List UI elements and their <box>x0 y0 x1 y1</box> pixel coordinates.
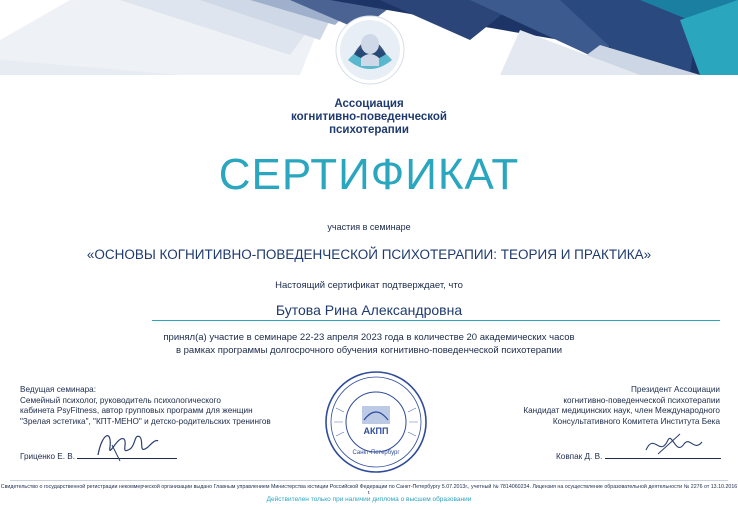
left-signer-line-1: Ведущая семинара: <box>20 385 97 394</box>
right-signer-block <box>523 385 720 427</box>
right-signer-line-1: Президент Ассоциации <box>631 385 720 394</box>
participation-text <box>0 331 738 357</box>
association-line-2: когнитивно-поведенческой <box>291 111 447 123</box>
participation-line-1: принял(а) участие в семинаре 22-23 апреля 2023 года в количестве 20 академических часов <box>163 332 575 343</box>
name-underline <box>152 320 720 321</box>
official-stamp <box>316 368 436 476</box>
footer-divider <box>10 480 728 481</box>
left-signer-line-3: кабинета PsyFitness, автор групповых программ для женщин <box>20 406 253 415</box>
left-signer-block <box>20 385 271 427</box>
right-signer-line-4: Консультативного Комитета Института Бека <box>552 416 720 426</box>
association-line-1: Ассоциация <box>334 98 404 110</box>
right-signer-name: Ковпак Д. В. <box>556 452 603 461</box>
right-handwritten-signature <box>640 428 710 463</box>
certificate-title: СЕРТИФИКАТ <box>218 150 520 199</box>
certificate-subtitle: участия в семинаре <box>327 222 411 232</box>
association-logo <box>334 14 406 86</box>
stamp-city: Санкт-Петербург <box>352 450 400 456</box>
seminar-name: «ОСНОВЫ КОГНИТИВНО-ПОВЕДЕНЧЕСКОЙ ПСИХОТЕРАПИИ: ТЕОРИЯ И ПРАКТИКА» <box>86 247 652 262</box>
confirm-text: Настоящий сертификат подтверждает, что <box>275 280 463 291</box>
left-signer-line-4: "Зрелая эстетика", "КПТ-МЕНО" и детско-родительских тренингов <box>20 416 271 426</box>
association-name <box>0 98 738 137</box>
left-signer-line-2: Семейный психолог, руководитель психологического <box>20 395 221 405</box>
stamp-abbr: АКПП <box>363 426 389 436</box>
footer-validity-note: Действителен только при наличии диплома о высшем образовании <box>266 496 472 503</box>
association-line-3: психотерапии <box>329 124 409 136</box>
recipient-name: Бутова Рина Александровна <box>275 302 463 318</box>
participation-line-2: в рамках программы долгосрочного обучения когнитивно-поведенческой психотерапии <box>175 345 563 356</box>
left-handwritten-signature <box>90 425 160 465</box>
right-signer-line-3: Кандидат медицинских наук, член Международного <box>523 406 720 415</box>
footer-registration: Свидетельство о государственной регистрации некоммерческой организации выдано Главным управлением Министерства юстиции Российской Федерации по Санкт-Петербургу 5.07.2013г., учетный № 7814060234. Лицензия на осуществление образовательной деятельности № 2276 от 13.10.2016 г. <box>0 484 738 496</box>
right-signer-line-2: когнитивно-поведенческой психотерапии <box>563 395 720 405</box>
left-signer-name: Гриценко Е. В. <box>20 452 76 461</box>
